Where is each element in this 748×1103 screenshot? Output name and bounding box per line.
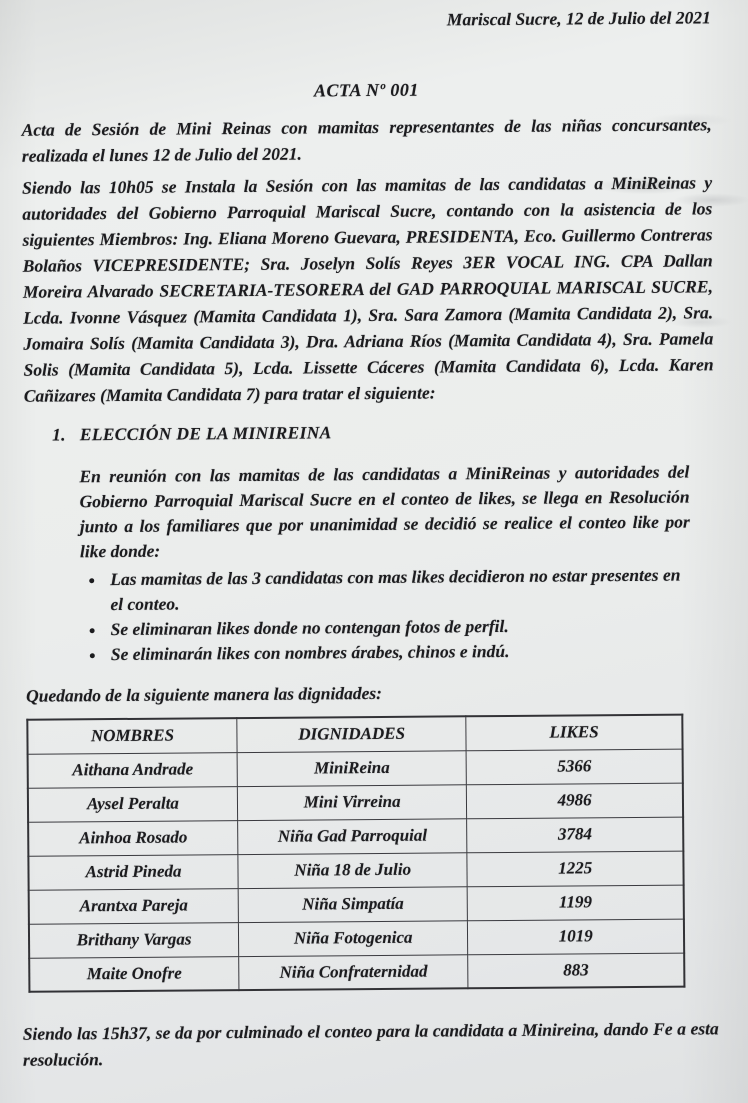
cell-dignity: MiniReina [237,750,467,786]
cell-name: Aysel Peralta [28,786,238,822]
cell-name: Astrid Pineda [28,854,238,890]
table-row [29,885,684,924]
section-title: ELECCIÓN DE LA MINIREINA [79,422,332,445]
cell-likes: 1225 [467,851,683,887]
cell-name: Ainhoa Rosado [28,820,238,856]
table-row [28,851,683,890]
cell-dignity: Mini Virreina [237,784,467,820]
results-table [26,714,685,993]
cell-name: Brithany Vargas [29,922,239,958]
cell-likes: 1019 [468,919,684,955]
cell-dignity: Niña Simpatía [238,886,468,922]
cell-likes: 3784 [467,817,683,853]
date-line: Mariscal Sucre, 12 de Julio del 2021 [446,7,711,30]
table-header-row [27,715,682,754]
cell-likes: 1199 [467,885,683,921]
bullet-item: • Se eliminarán likes con nombres árabes, chinos e indú. [107,638,686,668]
cell-name: Aithana Andrade [28,752,238,788]
section-number: 1. [51,424,66,445]
cell-dignity: Niña Confraternidad [239,954,469,990]
resolution-paragraph: En reunión con las mamitas de las candidatas a MiniReinas y autoridades del Gobierno Parroquial Mariscal Sucre en el conteo de likes, se llega en Resolución junto a los familiares que por unanimidad se decidió se realice el conteo like por like donde: [79,461,690,562]
col-header-likes: LIKES [466,715,682,751]
cell-dignity: Niña 18 de Julio [238,852,468,888]
document-title: ACTA Nº 001 [313,79,419,101]
intro-paragraph: Acta de Sesión de Mini Reinas con mamitas representantes de las niñas concursantes, realizada el lunes 12 de Julio del 2021. [21,114,712,166]
cell-name: Maite Onofre [29,956,239,992]
table-row [28,817,683,856]
table-row [29,953,684,992]
cell-dignity: Niña Fotogenica [239,920,469,956]
table-row [28,783,683,822]
cell-likes: 883 [468,953,684,989]
cell-name: Arantxa Pareja [29,888,239,924]
attendance-paragraph: Siendo las 10h05 se Instala la Sesión con las mamitas de las candidatas a MiniReinas y autoridades del Gobierno Parroquial Mariscal Sucre, contando con la asistencia de los siguientes Miembros: Ing. Eliana Moreno Guevara, PRESIDENTA, Eco. Guillermo Contreras Bolaños VICEPRESIDENTE; Sra. Joselyn Solís Reyes 3ER VOCAL ING. CPA Dallan Moreira Alvarado SECRETARIA-TESORERA del GAD PARROQUIAL MARISCAL SUCRE, Lcda. Ivonne Vásquez (Mamita Candidata 1), Sra. Sara Zamora (Mamita Candidata 2), Sra. Jomaira Solís (Mamita Candidata 3), Dra. Adriana Ríos (Mamita Candidata 4), Sra. Pamela Solis (Mamita Candidata 5), Lcda. Lissette Cáceres (Mamita Candidata 6), Lcda. Karen Cañizares (Mamita Candidata 7) para tratar el siguiente: [22,172,714,406]
cell-dignity: Niña Gad Parroquial [238,818,468,854]
col-header-dignidades: DIGNIDADES [237,716,467,752]
col-header-nombres: NOMBRES [27,718,237,754]
bullet-item: • Se eliminaran likes donde no contengan fotos de perfil. [107,613,686,643]
closing-paragraph: Siendo las 15h37, se da por culminado el conteo para la candidata a Minireina, dando Fe a esta resolución. [22,1018,719,1070]
bullet-item: • Las mamitas de las 3 candidatas con mas likes decidieron no estar presentes en el conteo. [106,563,685,618]
cell-likes: 5366 [466,749,682,785]
table-caption: Quedando de la siguiente manera las dignidades: [26,682,383,706]
table-row [29,919,684,958]
cell-likes: 4986 [467,783,683,819]
table-row [28,749,683,788]
section-heading [52,417,714,446]
bullet-list [80,563,686,668]
